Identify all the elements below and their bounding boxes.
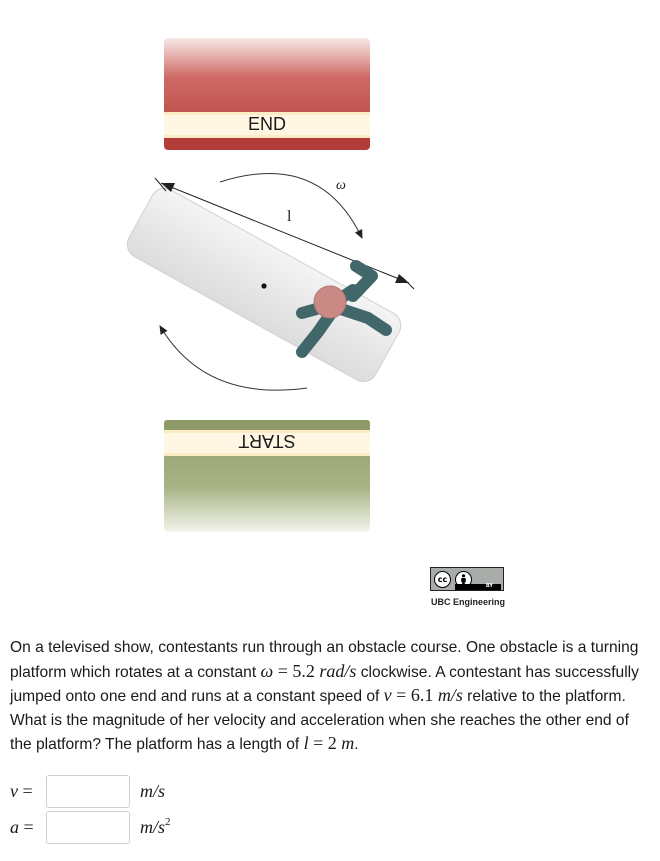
omega-var: ω <box>260 660 274 681</box>
velocity-unit-text: m/s <box>140 781 166 801</box>
person-icon-glyph <box>459 574 468 585</box>
l-var: l <box>303 733 309 753</box>
acceleration-answer-row <box>10 808 171 846</box>
cc-license-badge[interactable] <box>430 567 504 591</box>
pivot-dot <box>261 283 266 288</box>
acceleration-unit <box>140 816 171 838</box>
end-label: END <box>247 114 286 134</box>
problem-text-3: relative to the platform. What is the magnitude of her velocity and acceleration when she reaches the other end of the platform? The platform has a length of <box>10 688 629 753</box>
cc-bar <box>455 584 501 590</box>
l-unit: m <box>341 733 355 753</box>
acceleration-unit-exp: 2 <box>165 816 171 828</box>
velocity-answer-row <box>10 772 165 810</box>
acceleration-var: a <box>10 816 19 837</box>
acceleration-label <box>10 817 44 838</box>
omega-unit: rad/s <box>319 660 357 681</box>
problem-text-1: On a televised show, contestants run through an obstacle course. One obstacle is a turning platform which rotates at a constant <box>10 639 639 681</box>
acceleration-input[interactable] <box>46 811 130 844</box>
equals-3: = <box>308 733 328 753</box>
start-label: START <box>238 431 296 451</box>
v-value: 6.1 <box>410 685 434 705</box>
cc-by-label: BY <box>485 583 493 589</box>
velocity-var: v <box>10 780 18 801</box>
v-unit: m/s <box>437 685 463 705</box>
v-var: v <box>383 685 392 705</box>
omega-value: 5.2 <box>292 660 315 681</box>
equals-1: = <box>273 660 293 681</box>
acceleration-equals: = <box>19 816 34 837</box>
l-value: 2 <box>327 733 337 753</box>
velocity-label <box>10 781 44 802</box>
omega-symbol: ω <box>336 178 346 193</box>
acceleration-unit-text: m/s <box>140 817 166 837</box>
attribution-text: UBC Engineering <box>430 597 505 607</box>
problem-text-4: . <box>354 736 359 753</box>
length-symbol: l <box>287 208 292 225</box>
problem-text-2: clockwise. A contestant has successfully jumped onto one end and runs at a constant speed of <box>10 663 639 705</box>
velocity-equals: = <box>18 780 33 801</box>
velocity-input[interactable] <box>46 775 130 808</box>
problem-statement <box>10 636 650 757</box>
cc-icon: cc <box>434 571 451 588</box>
equals-2: = <box>391 685 411 705</box>
velocity-unit <box>140 780 165 802</box>
